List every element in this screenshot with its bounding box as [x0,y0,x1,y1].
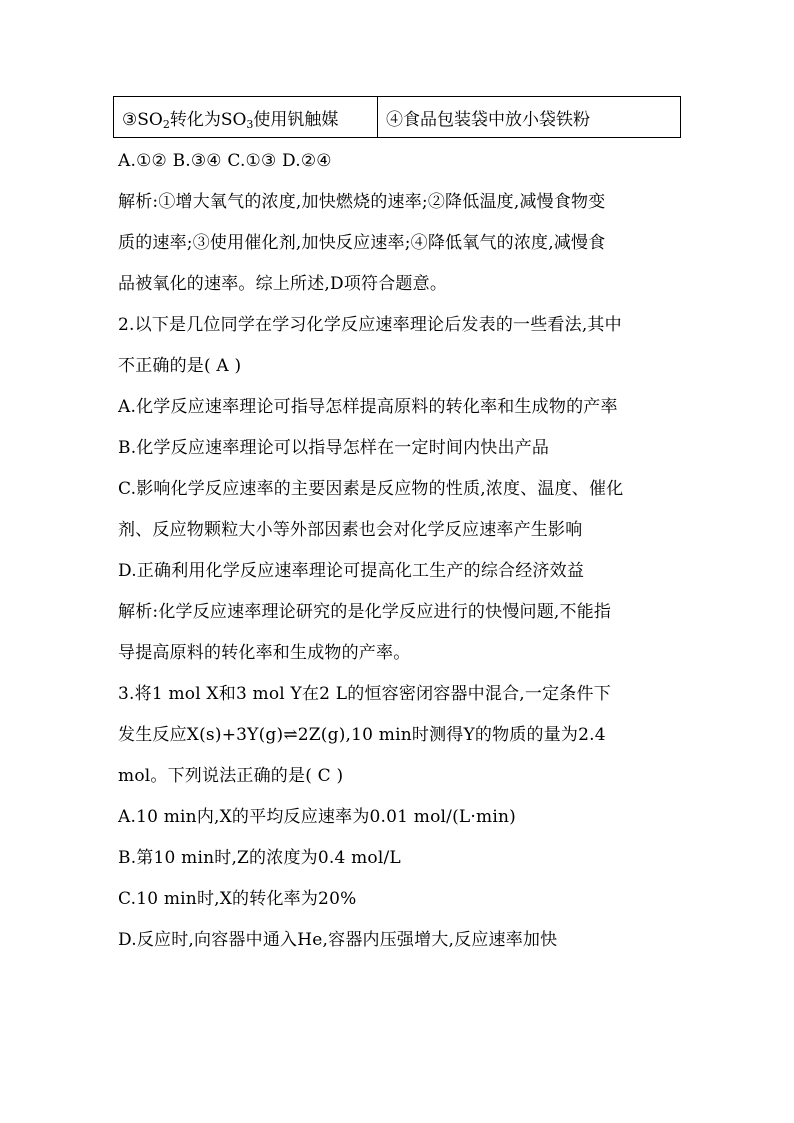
q2-explanation-line-2: 导提高原料的转化率和生成物的产率。 [118,643,411,663]
q2-stem-line-1: 2.以下是几位同学在学习化学反应速率理论后发表的一些看法,其中 [118,315,622,335]
q3-option-d: D.反应时,向容器中通入He,容器内压强增大,反应速率加快 [118,930,558,950]
q1-choices: A.①② B.③④ C.①③ D.②④ [118,151,332,171]
q1-explanation-line-3: 品被氧化的速率。综上所述,D项符合题意。 [118,274,448,294]
q2-option-d: D.正确利用化学反应速率理论可提高化工生产的综合经济效益 [118,561,585,581]
cell3-text-mid: 转化为SO [169,109,247,130]
q3-option-c: C.10 min时,X的转化率为20% [118,889,357,909]
q3-option-a: A.10 min内,X的平均反应速率为0.01 mol/(L·min) [118,807,516,827]
table-cell-option-4: ④食品包装袋中放小袋铁粉 [378,97,681,138]
q2-stem-line-2: 不正确的是( A ) [118,356,242,376]
q2-option-c-line-2: 剂、反应物颗粒大小等外部因素也会对化学反应速率产生影响 [118,520,583,540]
q2-option-c-line-1: C.影响化学反应速率的主要因素是反应物的性质,浓度、温度、催化 [118,479,624,499]
table-cell-option-3 [114,97,378,138]
options-table [113,96,681,138]
q1-explanation-line-1: 解析:①增大氧气的浓度,加快燃烧的速率;②降低温度,减慢食物变 [118,192,606,212]
q2-option-b: B.化学反应速率理论可以指导怎样在一定时间内快出产品 [118,438,550,458]
cell3-text-pre: ③SO [122,109,163,130]
q2-explanation-line-1: 解析:化学反应速率理论研究的是化学反应进行的快慢问题,不能指 [118,602,612,622]
q3-stem-line-2: 发生反应X(s)+3Y(g)⇌2Z(g),10 min时测得Y的物质的量为2.4 [118,725,606,745]
cell3-subscript-1: 2 [162,117,170,131]
cell3-text-post: 使用钒触媒 [253,109,339,130]
cell3-subscript-2: 3 [246,117,254,131]
q3-stem-line-1: 3.将1 mol X和3 mol Y在2 L的恒容密闭容器中混合,一定条件下 [118,684,611,704]
q1-explanation-line-2: 质的速率;③使用催化剂,加快反应速率;④降低氧气的浓度,减慢食 [118,233,606,253]
table-row [114,97,681,138]
q2-option-a: A.化学反应速率理论可指导怎样提高原料的转化率和生成物的产率 [118,397,618,417]
q3-option-b: B.第10 min时,Z的浓度为0.4 mol/L [118,848,401,868]
q3-stem-line-3: mol。下列说法正确的是( C ) [118,766,344,786]
